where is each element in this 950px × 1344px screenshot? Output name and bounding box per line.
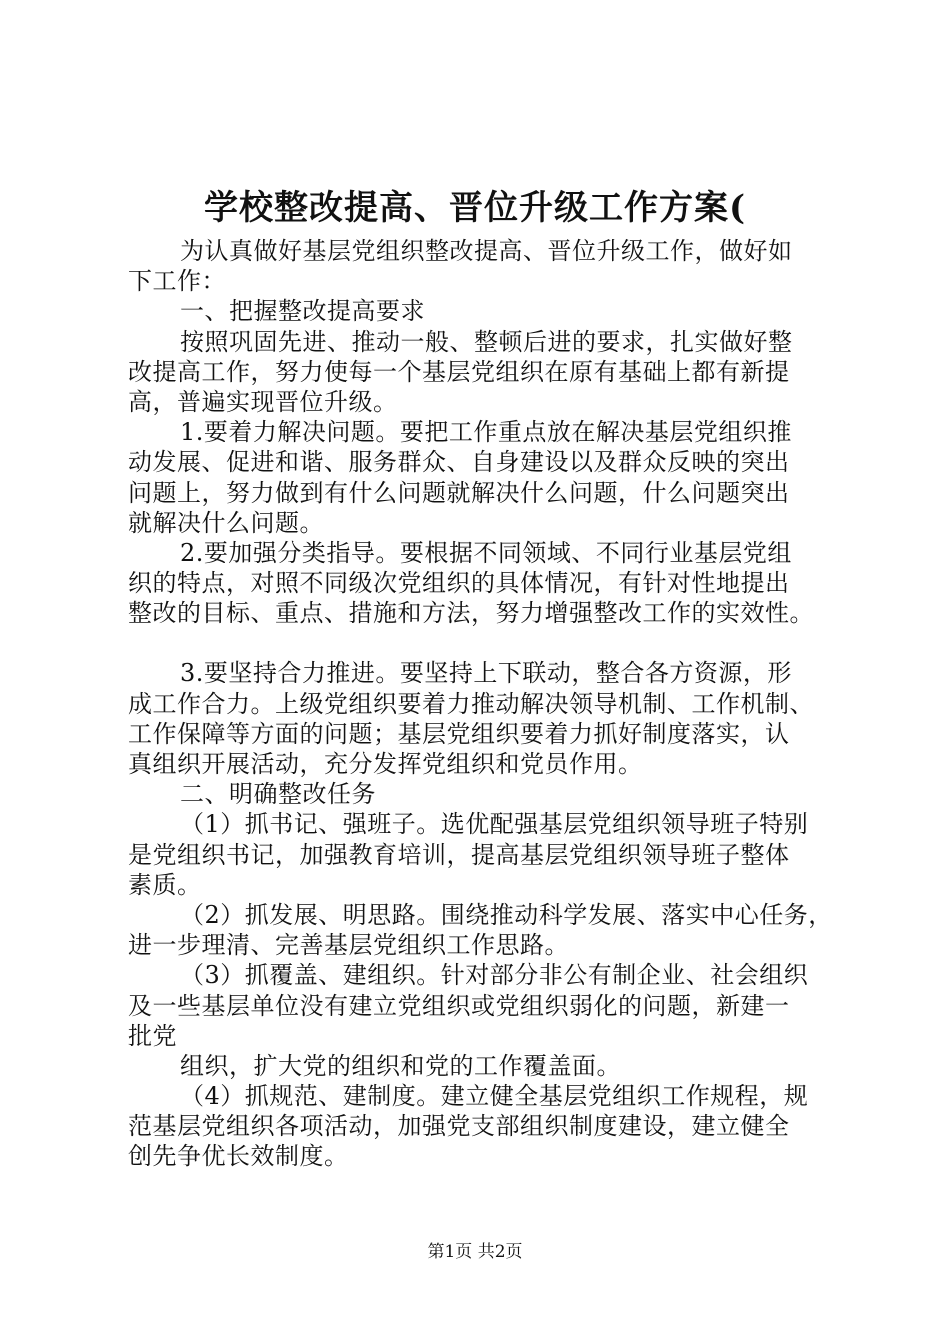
body-line: （2）抓发展、明思路。围绕推动科学发展、落实中心任务， <box>180 900 833 929</box>
body-line: 整改的目标、重点、措施和方法，努力增强整改工作的实效性。 <box>128 599 814 628</box>
body-line: 创先争优长效制度。 <box>128 1142 349 1171</box>
section-heading: 二、明确整改任务 <box>180 780 376 809</box>
body-line: 下工作： <box>128 267 226 296</box>
body-line: 素质。 <box>128 870 202 899</box>
paragraph-gap <box>128 628 850 658</box>
body-line: 真组织开展活动，充分发挥党组织和党员作用。 <box>128 750 643 778</box>
body-line: 是党组织书记，加强教育培训，提高基层党组织领导班子整体 <box>128 840 790 869</box>
body-line: 及一些基层单位没有建立党组织或党组织弱化的问题，新建一 <box>128 991 790 1020</box>
body-line: （4）抓规范、建制度。建立健全基层党组织工作规程，规 <box>180 1082 809 1111</box>
body-line: 成工作合力。上级党组织要着力推动解决领导机制、工作机制、 <box>128 689 814 718</box>
body-line: 工作保障等方面的问题；基层党组织要着力抓好制度落实，认 <box>128 719 790 748</box>
body-line: 织的特点，对照不同级次党组织的具体情况，有针对性地提出 <box>128 569 790 598</box>
body-line: （1）抓书记、强班子。选优配强基层党组织领导班子特别 <box>180 810 809 839</box>
body-line: 改提高工作，努力使每一个基层党组织在原有基础上都有新提 <box>128 357 790 386</box>
body-line: （3）抓覆盖、建组织。针对部分非公有制企业、社会组织 <box>180 961 809 990</box>
body-line: 3.要坚持合力推进。要坚持上下联动，整合各方资源，形 <box>180 659 792 688</box>
body-line: 就解决什么问题。 <box>128 508 324 537</box>
body-line: 高，普遍实现晋位升级。 <box>128 387 398 416</box>
body-line: 为认真做好基层党组织整改提高、晋位升级工作，做好如 <box>180 237 793 265</box>
body-line: 问题上，努力做到有什么问题就解决什么问题，什么问题突出 <box>128 478 790 507</box>
document-body <box>128 236 850 1172</box>
body-line: 动发展、促进和谐、服务群众、自身建设以及群众反映的突出 <box>128 448 790 477</box>
body-line: 进一步理清、完善基层党组织工作思路。 <box>128 931 569 960</box>
body-line: 2.要加强分类指导。要根据不同领域、不同行业基层党组 <box>180 538 792 567</box>
body-line: 1.要着力解决问题。要把工作重点放在解决基层党组织推 <box>180 418 792 447</box>
body-line: 范基层党组织各项活动，加强党支部组织制度建设，建立健全 <box>128 1112 790 1141</box>
body-line: 批党 <box>128 1021 177 1050</box>
body-line: 组织，扩大党的组织和党的工作覆盖面。 <box>180 1051 621 1080</box>
section-heading: 一、把握整改提高要求 <box>180 297 425 326</box>
page-number: 第1页 共2页 <box>427 1242 523 1262</box>
body-line: 按照巩固先进、推动一般、整顿后进的要求，扎实做好整 <box>180 327 793 356</box>
document-title: 学校整改提高、晋位升级工作方案( <box>203 188 747 228</box>
